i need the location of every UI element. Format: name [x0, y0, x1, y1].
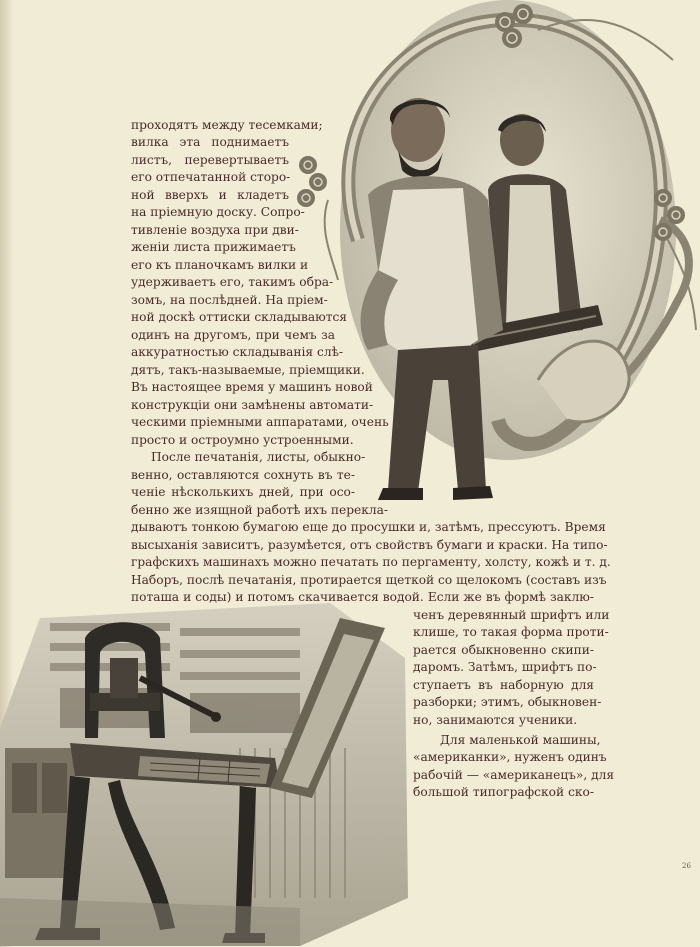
text-line: конструкціи они замѣнены автомати- — [131, 398, 374, 412]
text-line: ступаетъ въ наборную для — [413, 678, 594, 692]
text-line: листъ, перевертываетъ — [131, 153, 289, 167]
text-line: рается обыкновенно скипи- — [413, 643, 594, 657]
text-line: дываютъ тонкою бумагою еще до просушки и, затѣмъ, прессуютъ. Время — [131, 520, 606, 534]
text-line: ченъ деревянный шрифтъ или — [413, 608, 610, 622]
text-line: большой типографской ско- — [413, 785, 594, 799]
text-line: ченіе нѣсколькихъ дней, при осо- — [131, 485, 355, 499]
text-line: рабочій — «американецъ», для — [413, 768, 615, 782]
page-number: 26 — [682, 862, 691, 870]
text-line: ной доскѣ оттиски складываются — [131, 310, 348, 324]
text-line: его отпечатанной сторо- — [131, 170, 291, 184]
text-line: бенно же изящной работѣ ихъ перекла- — [131, 503, 388, 517]
text-line: но, занимаются ученики. — [413, 713, 578, 727]
text-line: венно, оставляются сохнуть въ те- — [131, 468, 355, 482]
text-line: женіи листа прижимаетъ — [131, 240, 296, 254]
text-line: «американки», нуженъ одинъ — [413, 750, 607, 764]
text-line: на пріемную доску. Сопро- — [131, 205, 305, 219]
text-line: графскихъ машинахъ можно печатать по пергаменту, холсту, кожѣ и т. д. — [131, 555, 611, 569]
text-line: После печатанія, листы, обыкно- — [151, 450, 366, 464]
text-line: проходятъ между тесемками; — [131, 118, 323, 132]
text-line: Для маленькой машины, — [440, 733, 601, 747]
text-line: Въ настоящее время у машинъ новой — [131, 380, 373, 394]
printing-press-photo — [0, 598, 410, 947]
text-line: удерживаетъ его, такимъ обра- — [131, 275, 334, 289]
text-line: клише, то такая форма проти- — [413, 625, 609, 639]
text-line: даромъ. Затѣмъ, шрифтъ по- — [413, 660, 597, 674]
text-line: поташа и соды) и потомъ скачивается водой. Если же въ формѣ заклю- — [131, 590, 594, 604]
text-line: тивленіе воздуха при дви- — [131, 223, 299, 237]
text-line: его къ планочкамъ вилки и — [131, 258, 309, 272]
text-line: дятъ, такъ-называемые, пріемщики. — [131, 363, 365, 377]
text-line: аккуратностью складыванія слѣ- — [131, 345, 344, 359]
text-line: Наборъ, послѣ печатанія, протирается щеткой со щелокомъ (составъ изъ — [131, 573, 607, 587]
text-line: вилка эта поднимаетъ — [131, 135, 289, 149]
text-line: одинъ на другомъ, при чемъ за — [131, 328, 335, 342]
text-line: зомъ, на послѣдней. На пріем- — [131, 293, 328, 307]
text-line: ной вверхъ и кладетъ — [131, 188, 289, 202]
text-line: разборки; этимъ, обыкновен- — [413, 695, 602, 709]
text-line: просто и остроумно устроенными. — [131, 433, 354, 447]
text-line: ческими пріемными аппаратами, очень — [131, 415, 389, 429]
text-line: высыханія зависитъ, разумѣется, отъ свойствъ бумаги и краски. На типо- — [131, 538, 608, 552]
